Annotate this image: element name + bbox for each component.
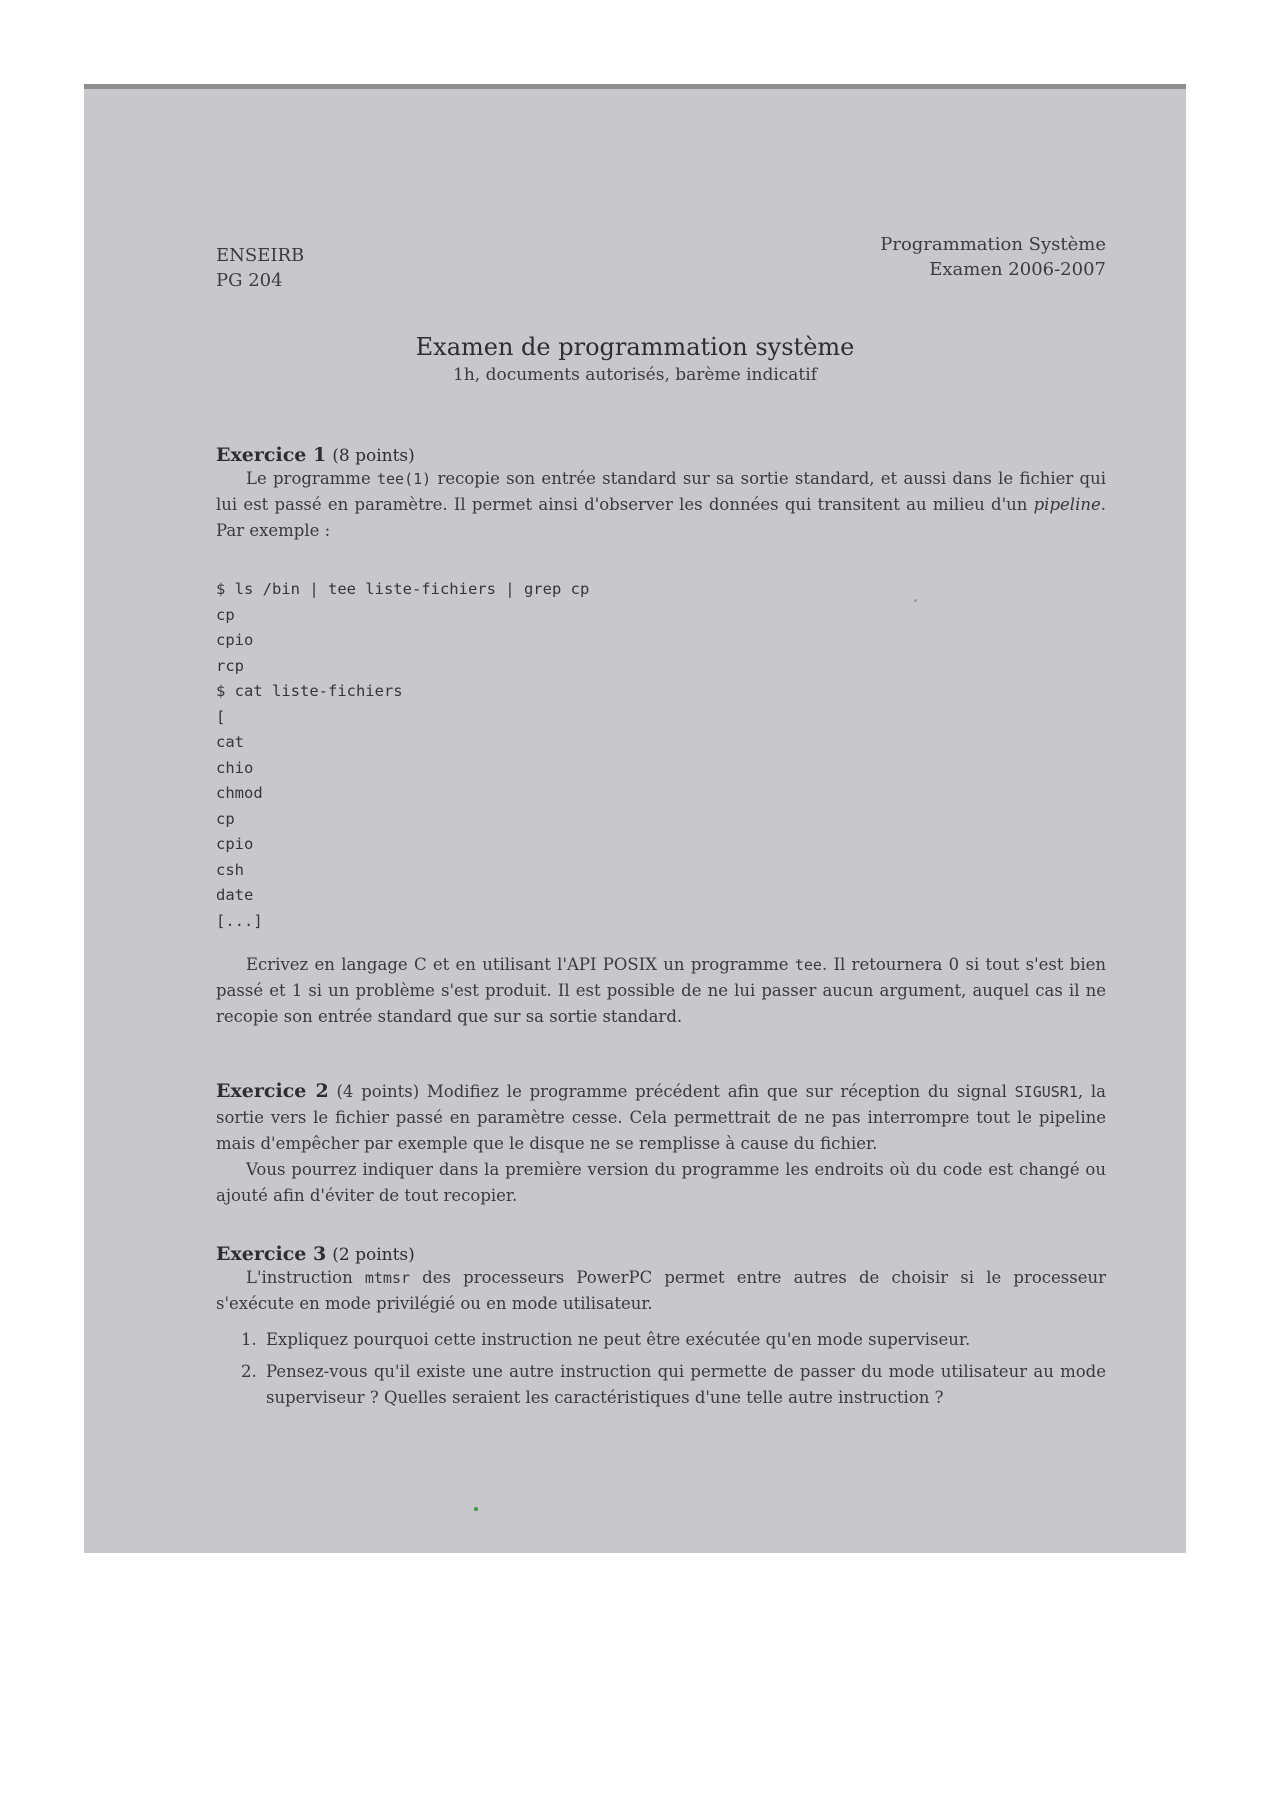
exercise-1-points: (8 points) [332,446,415,466]
inline-code: SIGUSR1 [1014,1083,1078,1101]
code-line: cp [216,809,235,828]
school-name: ENSEIRB [216,245,305,266]
question-text: Pensez-vous qu'il existe une autre instruction qui permette de passer du mode utilisateur au mode superviseur ? Quelles seraient les caractéristiques d'une telle autre instruction ? [266,1362,1106,1407]
intro-text: . Par exemple : [216,495,1106,540]
intro-text: Le programme [246,469,377,488]
exercise-2-text [216,1078,1106,1157]
exercise-2-title: Exercice 2 [216,1080,329,1102]
page-title: Examen de programmation système [415,333,855,361]
exam-sheet [84,84,1186,1553]
ink-dot [474,1507,478,1511]
course-code: PG 204 [216,270,283,291]
intro-text: L'instruction [246,1268,365,1287]
code-line: [ [216,707,226,726]
question-list [216,1327,1106,1411]
header-right [880,232,1106,282]
code-line: csh [216,860,244,879]
header-left [216,243,304,293]
emphasis-text: pipeline [1033,495,1101,514]
code-line: chio [216,758,254,777]
code-line: $ cat liste-fichiers [216,682,403,700]
inline-code: tee(1) [376,470,432,488]
question-text: Expliquez pourquoi cette instruction ne peut être exécutée qu'en mode superviseur. [266,1330,971,1349]
intro-text: des processeurs PowerPC permet entre autres de choisir si le processeur s'exécute en mode privilégié ou en mode utilisateur. [216,1268,1106,1313]
code-line: cat [216,733,244,751]
code-line: cp [216,605,235,624]
exercise-2-body: Modifiez le programme précédent afin que sur réception du signal [419,1082,1015,1101]
exercise-2 [216,1078,1106,1209]
exercise-1-task [216,952,1106,1030]
page-subtitle: 1h, documents autorisés, barème indicatif [453,365,817,385]
exercise-3-intro [216,1265,1106,1317]
code-line: chmod [216,784,263,802]
exercise-2-body: , la sortie vers le fichier passé en paramètre cesse. Cela permettrait de ne pas interrompre tout le pipeline mais d'empêcher par exemple que le disque ne se remplisse à cause du fichier. [216,1082,1107,1153]
question-number: 1. [241,1330,257,1349]
exercise-3-heading [216,1243,1106,1265]
exercise-1-intro [216,466,1106,544]
code-line: cpio [216,631,254,649]
exercise-1-heading [216,444,1106,466]
exercise-1-title: Exercice 1 [216,444,327,466]
intro-text: recopie son entrée standard sur sa sortie standard, et aussi dans le fichier qui lui est passé en paramètre. Il permet ainsi d'observer les données qui transitent au milieu d'un [216,469,1106,514]
code-line: $ ls /bin | tee liste-fichiers | grep cp [216,580,590,598]
paper-speck [914,599,917,602]
question-item [216,1359,1106,1411]
exercise-1-task-text [216,952,1106,1030]
exercise-3 [216,1243,1106,1417]
code-line: [...] [216,911,263,930]
inline-code: tee [794,956,822,974]
inline-code: mtmsr [364,1269,411,1287]
task-text: . Il retournera 0 si tout s'est bien passé et 1 si un problème s'est produit. Il est possible de ne lui passer aucun argument, auquel cas il ne recopie son entrée standard que sur sa sortie standard. [216,955,1106,1026]
code-block [216,577,589,934]
exercise-2-points: (4 points) [336,1082,420,1101]
course-title: Programmation Système [880,234,1106,255]
exercise-3-title: Exercice 3 [216,1243,327,1265]
code-line: date [216,886,254,904]
question-item [216,1327,1106,1353]
task-text: Ecrivez en langage C et en utilisant l'API POSIX un programme [246,955,795,974]
exercise-1 [216,444,1106,544]
exercise-3-points: (2 points) [332,1245,415,1265]
code-line: rcp [216,656,244,675]
question-number: 2. [241,1362,257,1381]
exercise-2-note: Vous pourrez indiquer dans la première version du programme les endroits où du code est changé ou ajouté afin d'éviter de tout recopier. [216,1160,1106,1205]
exam-year: Examen 2006-2007 [929,259,1106,280]
code-line: cpio [216,835,254,853]
